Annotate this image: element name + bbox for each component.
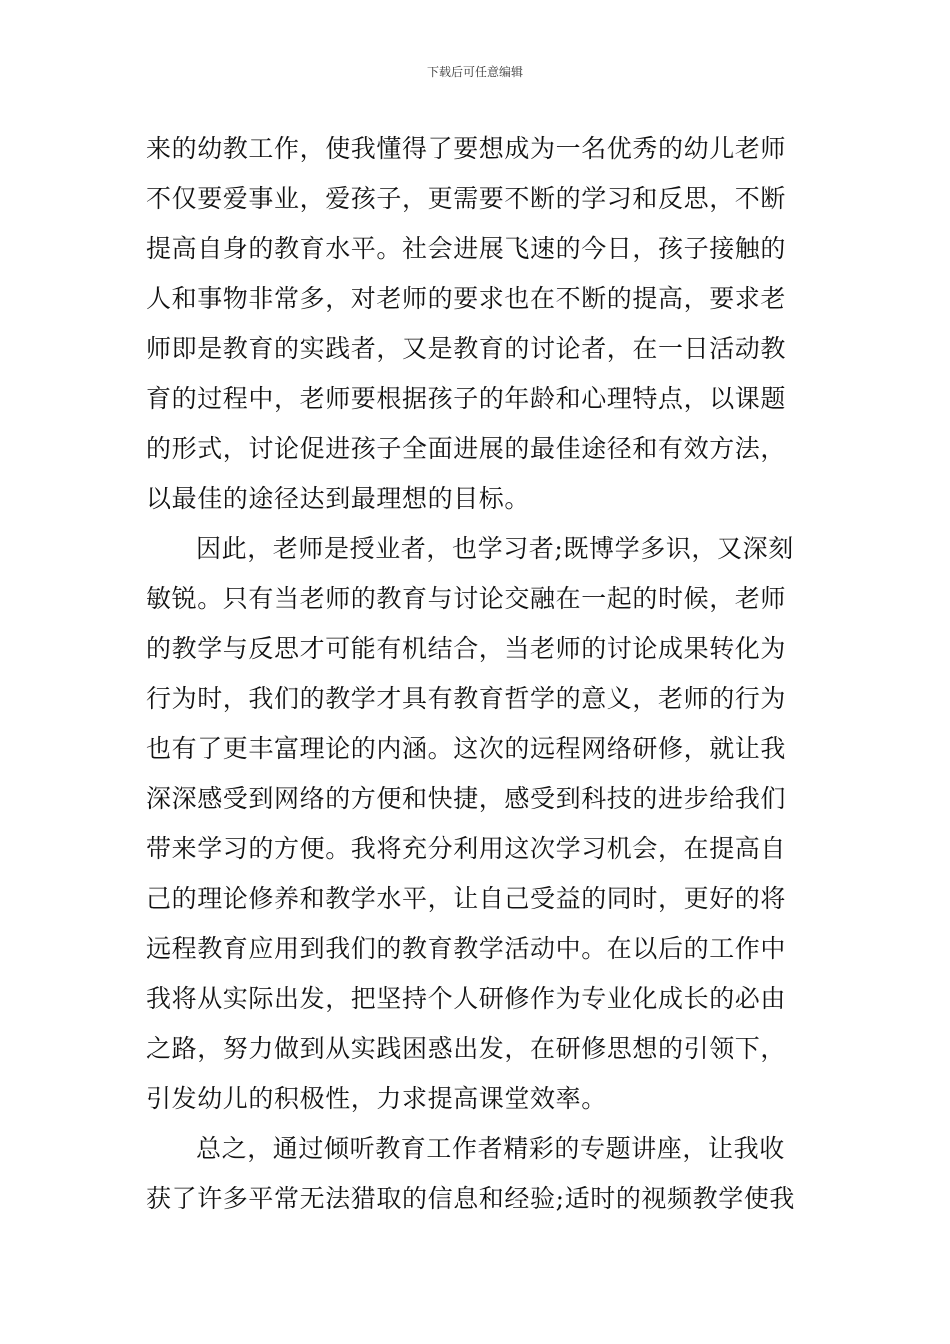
paragraph-line: 的教学与反思才可能有机结合，当老师的讨论成果转化为 xyxy=(146,634,787,663)
paragraph-line: 总之，通过倾听教育工作者精彩的专题讲座，让我收 xyxy=(196,1134,785,1163)
paragraph-line: 己的理论修养和教学水平，让自己受益的同时，更好的将 xyxy=(146,884,787,913)
paragraph-line: 远程教育应用到我们的教育教学活动中。在以后的工作中 xyxy=(146,934,787,963)
paragraph-line: 也有了更丰富理论的内涵。这次的远程网络研修，就让我 xyxy=(146,734,787,763)
paragraph-line: 带来学习的方便。我将充分利用这次学习机会，在提高自 xyxy=(146,834,787,863)
paragraph-line: 以最佳的途径达到最理想的目标。 xyxy=(146,484,531,513)
paragraph-line: 因此，老师是授业者，也学习者;既博学多识，又深刻 xyxy=(196,534,794,563)
header-text: 下载后可任意编辑 xyxy=(426,65,523,79)
paragraph-line: 育的过程中，老师要根据孩子的年龄和心理特点，以课题 xyxy=(146,384,787,413)
paragraph-line: 不仅要爱事业，爱孩子，更需要不断的学习和反思，不断 xyxy=(146,184,787,213)
paragraph-3 xyxy=(146,1124,808,1224)
paragraph-line: 人和事物非常多，对老师的要求也在不断的提高，要求老 xyxy=(146,284,787,313)
paragraph-line: 之路，努力做到从实践困惑出发，在研修思想的引领下， xyxy=(146,1034,787,1063)
document-body xyxy=(146,124,808,1224)
paragraph-line: 的形式，讨论促进孩子全面进展的最佳途径和有效方法， xyxy=(146,434,787,463)
paragraph-line: 来的幼教工作，使我懂得了要想成为一名优秀的幼儿老师 xyxy=(146,134,787,163)
page-header xyxy=(0,64,950,80)
paragraph-line: 深深感受到网络的方便和快捷，感受到科技的进步给我们 xyxy=(146,784,787,813)
paragraph-2 xyxy=(146,524,808,1124)
paragraph-line: 敏锐。只有当老师的教育与讨论交融在一起的时候，老师 xyxy=(146,584,787,613)
paragraph-1 xyxy=(146,124,808,524)
paragraph-line: 引发幼儿的积极性，力求提高课堂效率。 xyxy=(146,1084,607,1113)
paragraph-line: 获了许多平常无法猎取的信息和经验;适时的视频教学使我 xyxy=(146,1184,796,1213)
paragraph-line: 我将从实际出发，把坚持个人研修作为专业化成长的必由 xyxy=(146,984,787,1013)
paragraph-line: 提高自身的教育水平。社会进展飞速的今日，孩子接触的 xyxy=(146,234,787,263)
paragraph-line: 师即是教育的实践者，又是教育的讨论者，在一日活动教 xyxy=(146,334,787,363)
paragraph-line: 行为时，我们的教学才具有教育哲学的意义，老师的行为 xyxy=(146,684,787,713)
